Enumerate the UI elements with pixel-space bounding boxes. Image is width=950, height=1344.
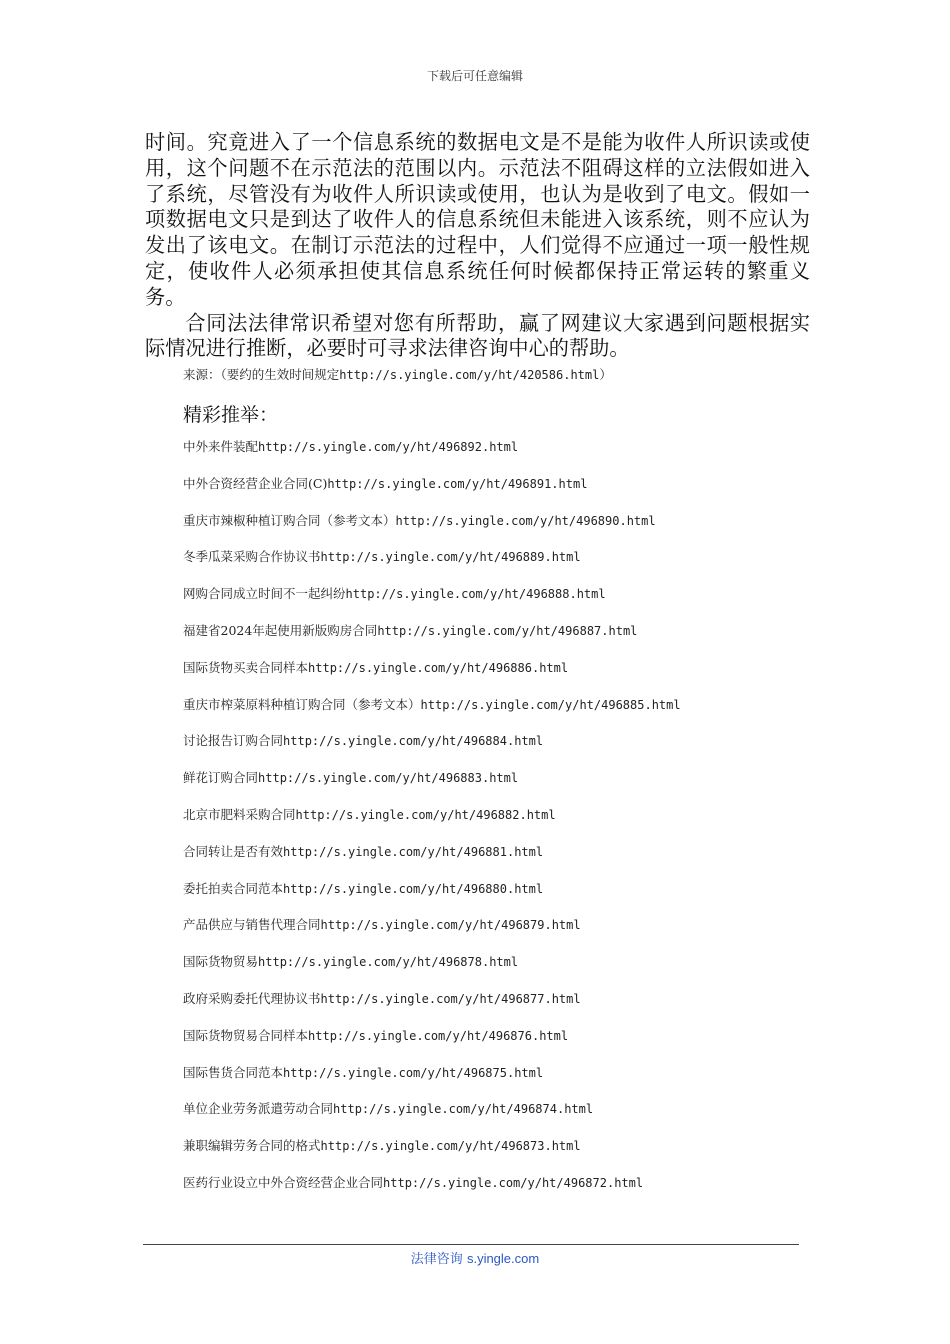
list-item — [183, 805, 681, 842]
list-item — [183, 658, 681, 695]
list-item — [183, 1173, 681, 1210]
list-item — [183, 695, 681, 732]
list-item — [183, 584, 681, 621]
paragraph-2: 合同法法律常识希望对您有所帮助，赢了网建议大家遇到问题根据实际情况进行推断，必要时可寻求法律咨询中心的帮助。 — [145, 310, 810, 361]
link-url[interactable]: http://s.yingle.com/y/ht/496886.html — [308, 660, 569, 675]
link-title[interactable]: 单位企业劳务派遣劳动合同 — [183, 1101, 334, 1117]
link-title[interactable]: 福建省2024年起使用新版购房合同 — [183, 622, 378, 638]
list-item — [183, 915, 681, 952]
link-url[interactable]: http://s.yingle.com/y/ht/496875.html — [283, 1065, 544, 1080]
link-url[interactable]: http://s.yingle.com/y/ht/496883.html — [258, 771, 519, 786]
link-url[interactable]: http://s.yingle.com/y/ht/496877.html — [320, 991, 581, 1006]
link-title[interactable]: 国际售货合同范本 — [183, 1064, 284, 1080]
list-item — [183, 952, 681, 989]
list-item — [183, 621, 681, 658]
source-url[interactable]: http://s.yingle.com/y/ht/420586.html — [339, 368, 600, 382]
list-item — [183, 547, 681, 584]
list-item — [183, 879, 681, 916]
list-item — [183, 768, 681, 805]
link-title[interactable]: 国际货物买卖合同样本 — [183, 659, 309, 675]
list-item — [183, 731, 681, 768]
list-item — [183, 511, 681, 548]
link-url[interactable]: http://s.yingle.com/y/ht/496892.html — [258, 440, 519, 454]
recommend-heading: 精彩推举： — [183, 404, 279, 426]
link-title[interactable]: 中外合资经营企业合同(C) — [183, 475, 328, 491]
link-title[interactable]: 讨论报告订购合同 — [183, 733, 284, 749]
list-item — [183, 474, 681, 511]
source-prefix: 来源：（要约的生效时间规定 — [183, 367, 340, 382]
list-item — [183, 437, 681, 474]
footer-divider — [143, 1244, 799, 1245]
paragraph-1: 时间。究竟进入了一个信息系统的数据电文是不是能为收件人所识读或使用，这个问题不在示范法的范围以内。示范法不阻碍这样的立法假如进入了系统，尽管没有为收件人所识读或使用，也认为是收到了电文。假如一项数据电文只是到达了收件人的信息系统但未能进入该系统，则不应认为发出了该电文。在制订示范法的过程中，人们觉得不应通过一项一般性规定，使收件人必须承担使其信息系统任何时候都保持正常运转的繁重义务。 — [145, 130, 810, 309]
footer-label[interactable]: 法律咨询 — [410, 1252, 463, 1267]
link-url[interactable]: http://s.yingle.com/y/ht/496884.html — [283, 734, 544, 749]
link-url[interactable]: http://s.yingle.com/y/ht/496891.html — [327, 476, 588, 491]
link-title[interactable]: 国际货物贸易合同样本 — [183, 1027, 309, 1043]
list-item — [183, 1099, 681, 1136]
link-url[interactable]: http://s.yingle.com/y/ht/496882.html — [295, 807, 556, 822]
source-line — [183, 365, 612, 383]
link-title[interactable]: 政府采购委托代理协议书 — [183, 990, 321, 1006]
link-title[interactable]: 合同转让是否有效 — [183, 843, 284, 859]
link-url[interactable]: http://s.yingle.com/y/ht/496885.html — [420, 697, 681, 712]
link-url[interactable]: http://s.yingle.com/y/ht/496881.html — [283, 844, 544, 859]
footer-site[interactable]: s.yingle.com — [466, 1251, 540, 1266]
link-title[interactable]: 委托拍卖合同范本 — [183, 880, 284, 896]
link-title[interactable]: 中外来件装配 — [183, 439, 259, 454]
link-url[interactable]: http://s.yingle.com/y/ht/496887.html — [377, 623, 638, 638]
link-title[interactable]: 冬季瓜菜采购合作协议书 — [183, 549, 321, 565]
list-item — [183, 1136, 681, 1173]
body-text — [145, 130, 810, 362]
list-item — [183, 1063, 681, 1100]
link-url[interactable]: http://s.yingle.com/y/ht/496879.html — [320, 918, 581, 933]
link-url[interactable]: http://s.yingle.com/y/ht/496874.html — [333, 1102, 594, 1117]
link-url[interactable]: http://s.yingle.com/y/ht/496889.html — [320, 550, 581, 565]
link-title[interactable]: 重庆市榨菜原料种植订购合同（参考文本） — [183, 696, 421, 712]
link-title[interactable]: 重庆市辣椒种植订购合同（参考文本） — [183, 512, 396, 528]
page-footer — [0, 1248, 950, 1267]
link-url[interactable]: http://s.yingle.com/y/ht/496880.html — [283, 881, 544, 896]
link-title[interactable]: 鲜花订购合同 — [183, 770, 259, 786]
recommend-list — [183, 437, 681, 1210]
link-url[interactable]: http://s.yingle.com/y/ht/496876.html — [308, 1028, 569, 1043]
page-header: 下载后可任意编辑 — [426, 69, 523, 83]
link-title[interactable]: 网购合同成立时间不一起纠纷 — [183, 586, 346, 602]
link-url[interactable]: http://s.yingle.com/y/ht/496890.html — [395, 513, 656, 528]
link-title[interactable]: 医药行业设立中外合资经营企业合同 — [183, 1174, 384, 1190]
list-item — [183, 989, 681, 1026]
list-item — [183, 842, 681, 879]
source-suffix: ） — [599, 367, 612, 382]
link-url[interactable]: http://s.yingle.com/y/ht/496872.html — [383, 1175, 644, 1190]
link-url[interactable]: http://s.yingle.com/y/ht/496878.html — [258, 955, 519, 970]
link-url[interactable]: http://s.yingle.com/y/ht/496873.html — [320, 1139, 581, 1154]
link-url[interactable]: http://s.yingle.com/y/ht/496888.html — [345, 587, 606, 602]
list-item — [183, 1026, 681, 1063]
link-title[interactable]: 北京市肥料采购合同 — [183, 806, 296, 822]
link-title[interactable]: 产品供应与销售代理合同 — [183, 917, 321, 933]
link-title[interactable]: 国际货物贸易 — [183, 954, 259, 970]
link-title[interactable]: 兼职编辑劳务合同的格式 — [183, 1138, 321, 1154]
